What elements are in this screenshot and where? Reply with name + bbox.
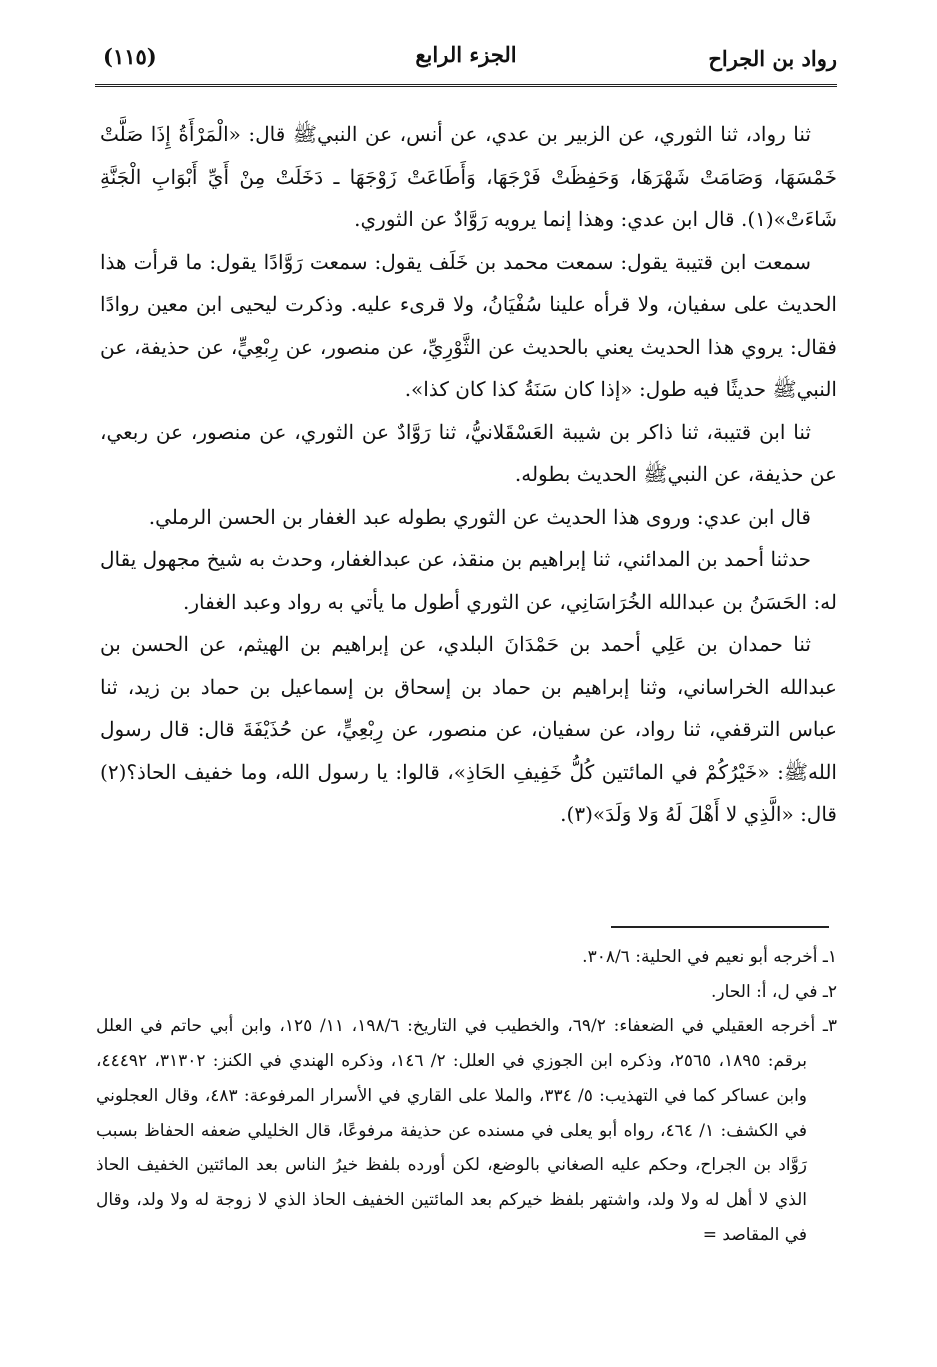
header-rule <box>95 84 837 87</box>
footnote: ٢ـ في ل، أ: الحار. <box>711 981 837 1002</box>
footnotes <box>96 940 837 1252</box>
main-text <box>100 113 837 836</box>
running-header <box>95 40 837 80</box>
footnote: ١ـ أخرجه أبو نعيم في الحلية: ٣٠٨/٦. <box>582 947 837 967</box>
paragraph: سمعت ابن قتيبة يقول: سمعت محمد بن خَلَف يقول: سمعت رَوَّادًا يقول: ما قرأت هذا الحديث على سفيان، ولا قرأه علينا سُفْيَانُ، ولا قرىء عليه. وذكرت ليحيى ابن معين روادًا فقال: يروي هذا الحديث يعني بالحديث عن الثَّوْرِيِّ، عن منصور، عن رِبْعِيٍّ، عن حذيفة، عن النبيﷺ حديثًا فيه طول: «إذا كان سَنَةُ كذا كان كذا». <box>100 249 837 401</box>
paragraph: ثنا حمدان بن عَلِي أحمد بن حَمْدَانَ البلدي، عن إبراهيم بن الهيثم، عن الحسن بن عبدالله الخراساني، وثنا إبراهيم بن حماد بن إسحاق بن إسماعيل بن حماد بن زيد، ثنا عباس الترقفي، ثنا رواد، عن سفيان، عن منصور، عن رِبْعِيٍّ، عن حُذَيْفَةَ قال: قال رسول اللهﷺ: «خَيْرُكُمْ في المائتين كُلُّ خَفِيفِ الحَاذِ»، قالوا: يا رسول الله، وما خفيف الحاذ؟(٢) قال: «الَّذِي لا أَهْلَ لَهُ وَلا وَلَدَ»(٣). <box>100 632 837 826</box>
paragraph: ثنا ابن قتيبة، ثنا ذاكر بن شيبة العَسْقَلانيُّ، ثنا رَوَّادٌ عن الثوري، عن منصور، عن ربعي، عن حذيفة، عن النبيﷺ الحديث بطوله. <box>100 419 837 486</box>
paragraph: ثنا رواد، ثنا الثوري، عن الزبير بن عدي، عن أنس، عن النبيﷺ قال: «الْمَرْأَةُ إِذَا صَلَّتْ خَمْسَهَا، وَصَامَتْ شَهْرَهَا، وَحَفِظَتْ فَرْجَهَا، وَأَطَاعَتْ زَوْجَهَا ـ دَخَلَتْ مِنْ أَيِّ أَبْوَابِ الْجَنَّةِ شَاءَتْ»(١). قال ابن عدي: وهذا إنما يرويه رَوَّادٌ عن الثوري. <box>100 122 837 231</box>
footnote-rule <box>611 926 829 928</box>
paragraph: حدثنا أحمد بن المدائني، ثنا إبراهيم بن منقذ، عن عبدالغفار، وحدث به شيخ مجهول يقال له: الحَسَنُ بن عبدالله الخُرَاسَانِي، عن الثوري أطول ما يأتي به رواد وعبد الغفار. <box>100 547 837 614</box>
header-page-number: (١١٥) <box>103 44 157 69</box>
header-volume: الجزء الرابع <box>415 42 517 67</box>
footnote: ٣ـ أخرجه العقيلي في الضعفاء: ٦٩/٢، والخطيب في التاريخ: ١٩٨/٦، ١١/ ١٢٥، وابن أبي حاتم في العلل برقم: ١٨٩٥، ٢٥٦٥، وذكره ابن الجوزي في العلل: ٢/ ١٤٦، وذكره الهندي في الكنز: ٣١٣٠٢، ٤٤٤٩٢، وابن عساكر كما في التهذيب: ٥/ ٣٣٤، والملا على القاري في الأسرار المرفوعة: ٤٨٣، وقال العجلوني في الكشف: ١/ ٤٦٤، رواه أبو يعلى في مسنده عن حذيفة مرفوعًا، قال الخليلي ضعفه الحفاظ بسبب رَوَّاد بن الجراح، وحكم عليه الصغاني بالوضع، لكن أورده بلفظ خيرُ الناس بعد المائتين الخفيف الحاذ الذي لا أهل له ولا ولد، واشتهر بلفظ خيركم بعد المائتين الخفيف الحاذ الذي لا زوجة له ولا ولد، وقال في المقاصد = <box>96 1016 838 1245</box>
header-author: رواد بن الجراح <box>708 46 837 71</box>
paragraph: قال ابن عدي: وروى هذا الحديث عن الثوري بطوله عبد الغفار بن الحسن الرملي. <box>148 504 811 529</box>
